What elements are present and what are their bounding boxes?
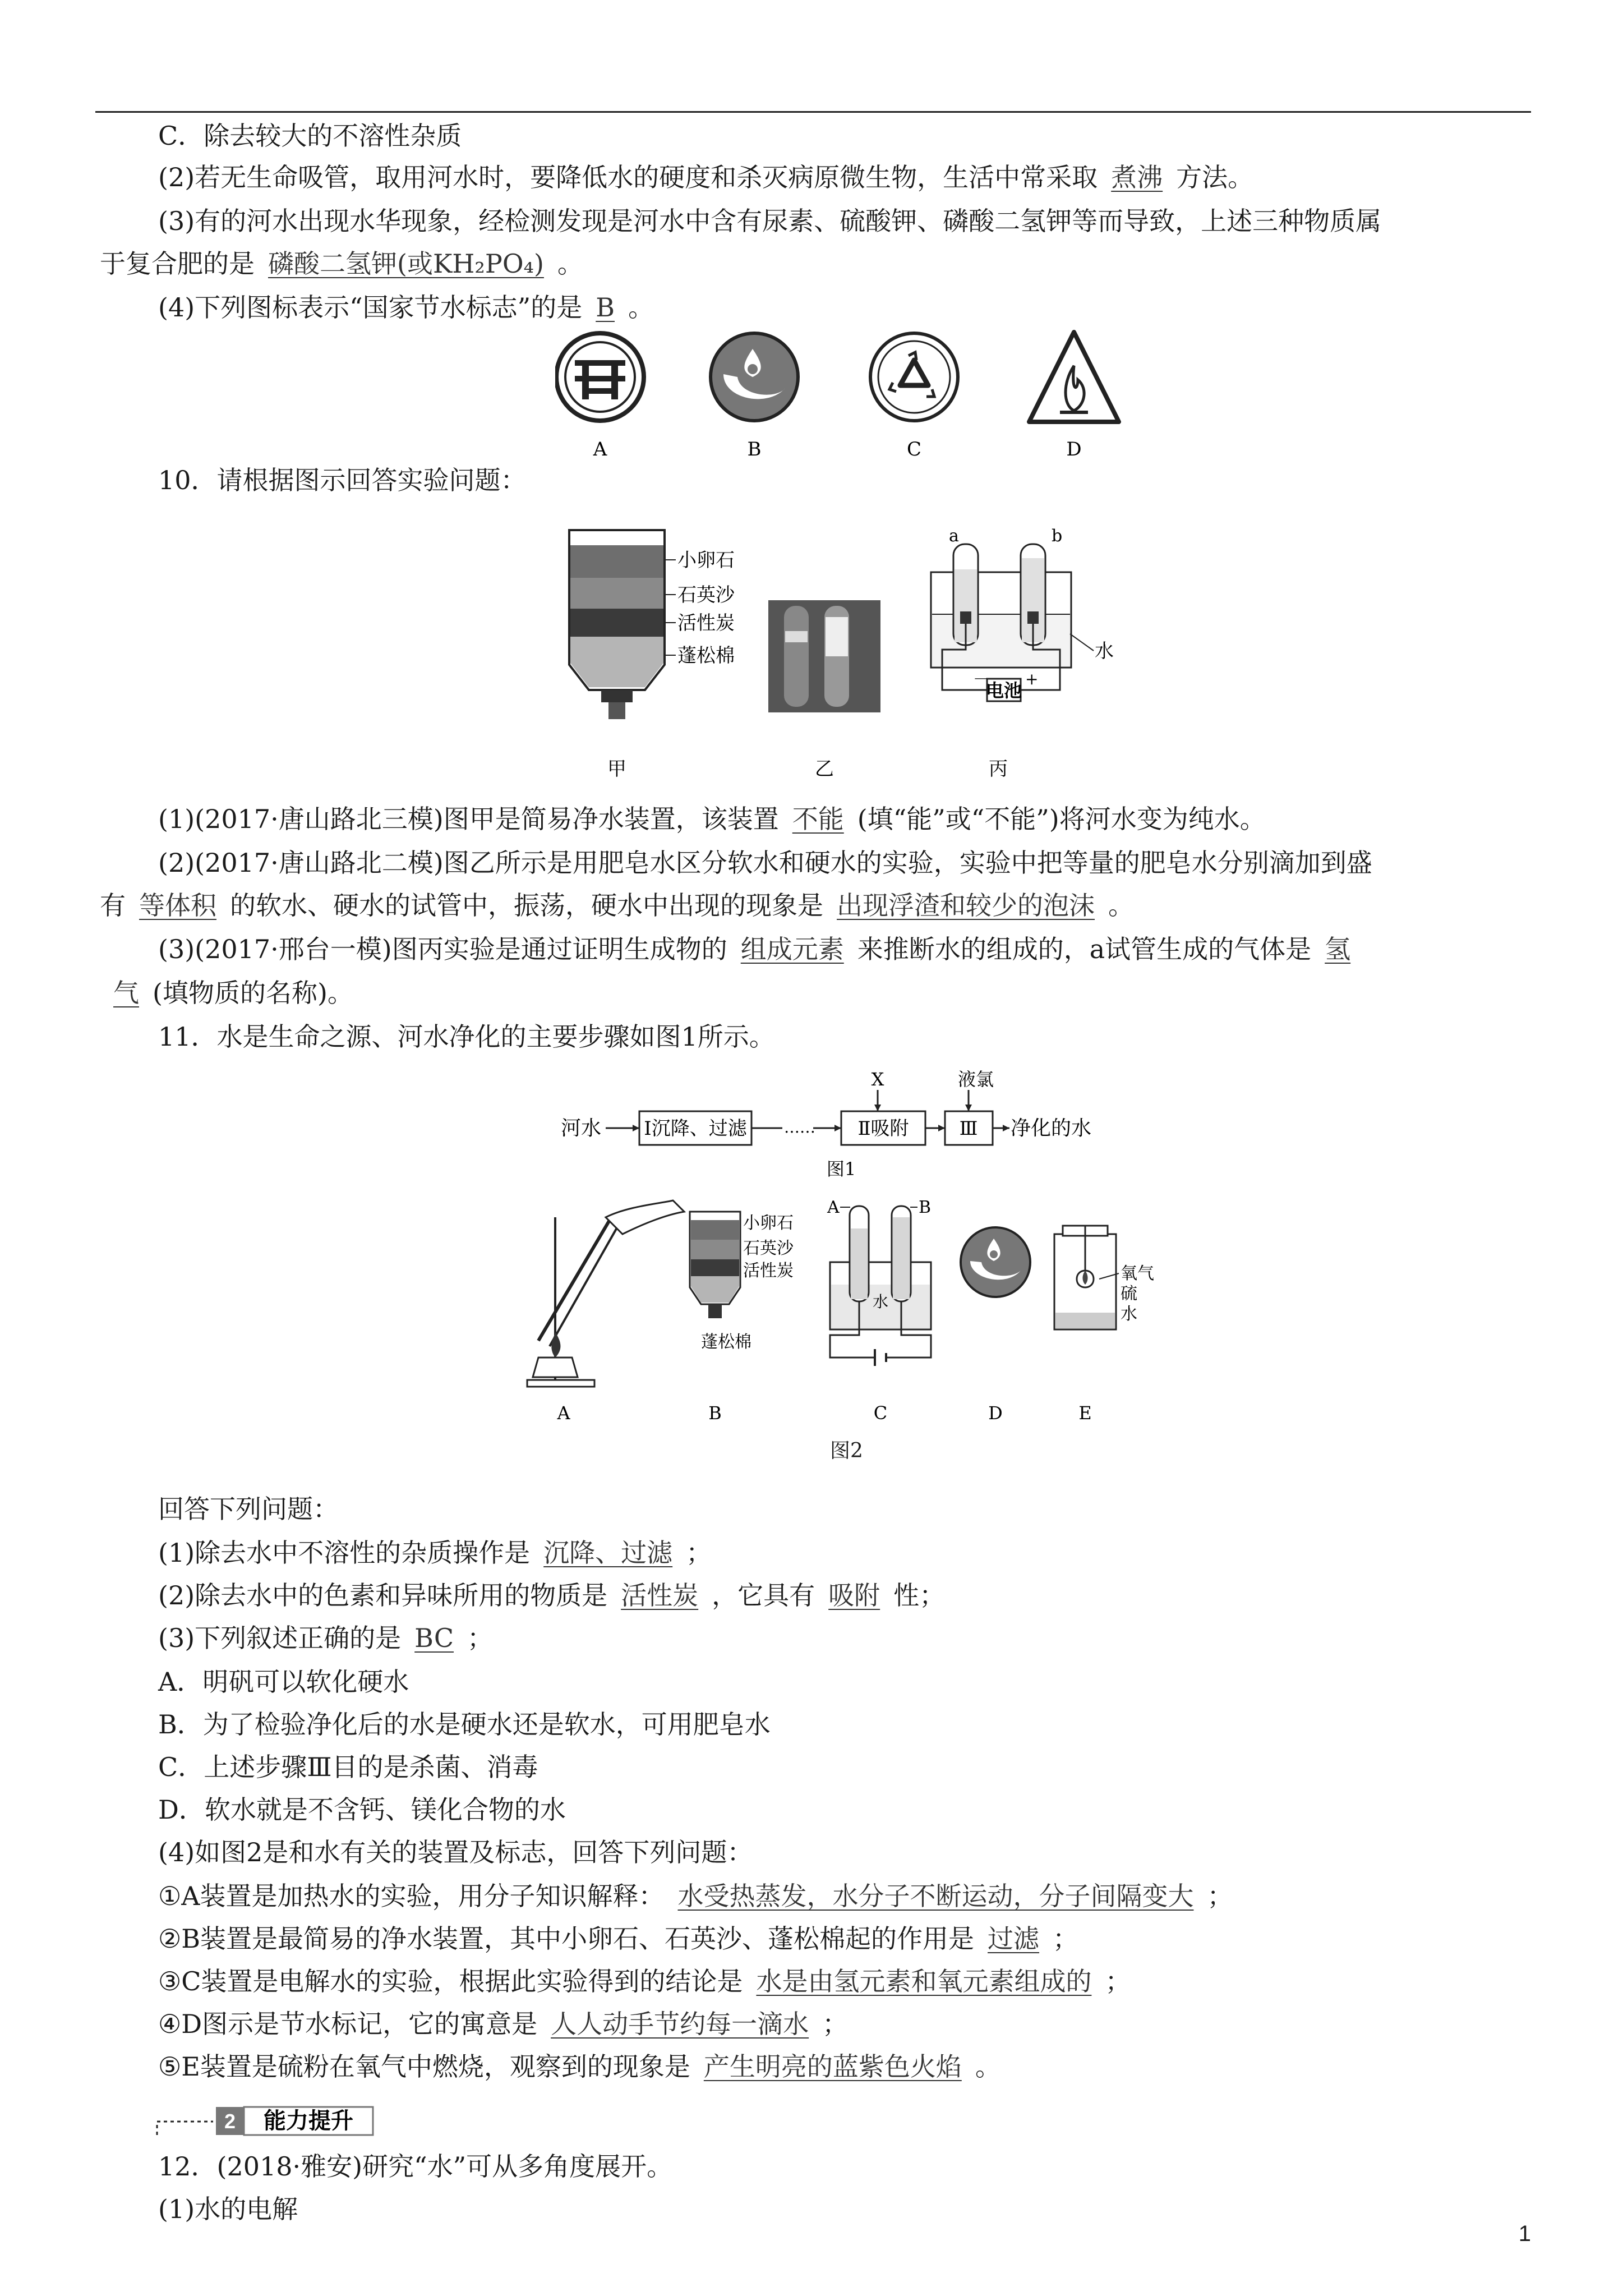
test-tubes-photo	[768, 600, 880, 712]
flow-x: X	[871, 1069, 884, 1090]
answer-blank: 水受热蒸发，水分子不断运动，分子间隔变大	[677, 1881, 1194, 1911]
icon-label-d: D	[1066, 438, 1082, 461]
fig2-label-water: 水	[872, 1292, 889, 1311]
fig2-label-e: E	[1078, 1402, 1092, 1424]
page-number: 1	[1518, 2221, 1531, 2246]
icon-a-building-icon	[556, 333, 644, 421]
answer-blank: 活性炭	[621, 1580, 699, 1611]
q9-part2: (2)若无生命吸管，取用河水时，要降低水的硬度和杀灭病原微生物，生活中常采取 煮沸 方法。	[158, 162, 1254, 192]
label-battery: 电池	[985, 680, 1022, 701]
q12-stem: 12．(2018·雅安)研究“水”可从多角度展开。	[158, 2151, 673, 2182]
label-tube-a: a	[949, 526, 959, 546]
fig2-label-oxygen: 氧气	[1121, 1264, 1154, 1283]
label-pebble: 小卵石	[677, 549, 735, 572]
label-cotton: 蓬松棉	[677, 645, 735, 667]
water-icons-figure	[555, 326, 1133, 461]
answer-blank: 过滤	[988, 1924, 1040, 1954]
fig2-label-tube-a: A	[827, 1198, 840, 1217]
flow-diagram-figure1	[561, 1063, 1133, 1181]
small-electrolysis-apparatus	[830, 1206, 931, 1366]
fig2-caption: 图2	[830, 1439, 863, 1462]
q11-sub1: ①A装置是加热水的实验，用分子知识解释： 水受热蒸发，水分子不断运动，分子间隔变大 ；	[158, 1881, 1233, 1911]
label-tube-b: b	[1052, 526, 1063, 546]
heating-apparatus	[527, 1200, 684, 1387]
fig2-label-c: C	[873, 1402, 888, 1424]
answer-blank: 沉降、过滤	[543, 1538, 673, 1568]
flow-river: 河水	[561, 1117, 602, 1140]
answer-blank: 不能	[792, 804, 844, 834]
answer-blank: 氢	[1325, 934, 1351, 964]
q9-option-c: C．除去较大的不溶性杂质	[158, 121, 462, 151]
q11-part2: (2)除去水中的色素和异味所用的物质是 活性炭 ，它具有 吸附 性；	[158, 1580, 946, 1611]
answer-blank: 水是由氢元素和氧元素组成的	[756, 1966, 1092, 1996]
q10-part1: (1)(2017·唐山路北三模)图甲是简易净水装置，该装置 不能 (填“能”或“不能”)将河水变为纯水。	[158, 804, 1266, 834]
q11-option-d: D．软水就是不含钙、镁化合物的水	[158, 1795, 566, 1825]
icon-label-c: C	[906, 438, 922, 461]
flow-dots: ……	[784, 1118, 815, 1137]
q10-figure	[561, 516, 1150, 791]
icon-d-flammable-icon	[1029, 332, 1119, 422]
label-jia: 甲	[607, 758, 626, 780]
icon-b-water-drop-icon	[711, 333, 798, 421]
fig1-caption: 图1	[826, 1158, 856, 1180]
q11-sub2: ②B装置是最简易的净水装置，其中小卵石、石英沙、蓬松棉起的作用是 过滤 ；	[158, 1924, 1079, 1954]
answer-blank: 产生明亮的蓝紫色火焰	[703, 2051, 962, 2082]
q11-sub5: ⑤E装置是硫粉在氧气中燃烧，观察到的现象是 产生明亮的蓝紫色火焰 。	[158, 2051, 1001, 2082]
figure2-apparatus	[516, 1195, 1189, 1430]
flow-step2: Ⅱ吸附	[857, 1117, 909, 1140]
q10-part3-line1: (3)(2017·邢台一模)图丙实验是通过证明生成物的 组成元素 来推断水的组成的，a试管生成的气体是 氢	[158, 932, 1364, 966]
q9-part3-line1: (3)有的河水出现水华现象，经检测发现是河水中含有尿素、硫酸钾、磷酸二氢钾等而导致，上述三种物质属	[158, 206, 1382, 236]
flow-output: 净化的水	[1011, 1117, 1092, 1140]
q11-part1: (1)除去水中不溶性的杂质操作是 沉降、过滤 ；	[158, 1538, 712, 1568]
filter-apparatus	[569, 530, 665, 719]
gas-jar-apparatus	[1054, 1226, 1116, 1329]
fig2-label-pebble: 小卵石	[743, 1213, 794, 1233]
label-bing: 丙	[989, 758, 1008, 780]
electrolysis-apparatus	[931, 544, 1071, 701]
label-plus: +	[1025, 670, 1039, 688]
label-carbon: 活性炭	[677, 612, 735, 634]
answer-blank: BC	[414, 1623, 454, 1653]
answer-blank: 出现浮渣和较少的泡沫	[837, 890, 1095, 921]
fig2-label-sulfur: 硫	[1121, 1284, 1137, 1304]
answer-blank: 磷酸二氢钾(或KH₂PO₄)	[268, 249, 544, 279]
q9-part4: (4)下列图标表示“国家节水标志”的是 B 。	[158, 292, 654, 323]
fig2-label-tube-b: B	[919, 1198, 932, 1217]
fig2-label-d: D	[988, 1402, 1003, 1424]
q11-sub4: ④D图示是节水标记，它的寓意是 人人动手节约每一滴水 ；	[158, 2009, 849, 2039]
flow-step1: Ⅰ沉降、过滤	[644, 1117, 747, 1140]
label-water: 水	[1095, 640, 1114, 662]
label-yi: 乙	[815, 758, 834, 780]
answer-blank: 人人动手节约每一滴水	[551, 2009, 809, 2039]
section-title: 能力提升	[264, 2108, 353, 2134]
q11-part4: (4)如图2是和水有关的装置及标志，回答下列问题：	[158, 1837, 753, 1867]
answer-blank: 吸附	[828, 1580, 880, 1611]
flow-step3: Ⅲ	[959, 1117, 978, 1140]
icon-label-b: B	[747, 438, 762, 461]
q12-part1: (1)水的电解	[158, 2194, 298, 2224]
section-number: 2	[224, 2110, 236, 2133]
q9-part3-line2: 于复合肥的是 磷酸二氢钾(或KH₂PO₄) 。	[100, 249, 583, 279]
q11-option-a: A．明矾可以软化硬水	[158, 1667, 409, 1697]
fig2-label-cotton: 蓬松棉	[701, 1332, 751, 1352]
q11-option-b: B．为了检验净化后的水是硬水还是软水，可用肥皂水	[158, 1709, 771, 1740]
q11-option-c: C．上述步骤Ⅲ目的是杀菌、消毒	[158, 1752, 538, 1782]
q10-part2-line1: (2)(2017·唐山路北二模)图乙所示是用肥皂水区分软水和硬水的实验，实验中把等量的肥皂水分别滴加到盛	[158, 848, 1372, 878]
header-rule	[95, 111, 1531, 113]
q11-intro: 回答下列问题：	[158, 1494, 339, 1524]
answer-blank: 气	[113, 978, 139, 1008]
answer-blank: 组成元素	[740, 934, 844, 964]
flow-chlorine: 液氯	[957, 1069, 994, 1090]
q11-part3: (3)下列叙述正确的是 BC ；	[158, 1623, 494, 1653]
answer-blank: 等体积	[139, 890, 216, 921]
q10-stem: 10．请根据图示回答实验问题：	[158, 465, 527, 495]
answer-blank: 煮沸	[1111, 162, 1163, 192]
fig2-label-a: A	[557, 1402, 570, 1424]
section-header-ability	[154, 2100, 401, 2139]
fig2-label-carbon: 活性炭	[743, 1261, 794, 1281]
fig2-label-water2: 水	[1121, 1304, 1137, 1324]
answer-blank: B	[596, 292, 615, 323]
fig2-label-b: B	[708, 1402, 722, 1424]
small-filter-apparatus	[690, 1212, 740, 1318]
icon-c-recycle-icon	[870, 333, 958, 421]
q11-stem: 11．水是生命之源、河水净化的主要步骤如图1所示。	[158, 1022, 775, 1052]
label-minus: －	[973, 670, 989, 688]
q11-sub3: ③C装置是电解水的实验，根据此实验得到的结论是 水是由氢元素和氧元素组成的 ；	[158, 1966, 1131, 1996]
icon-label-a: A	[593, 438, 607, 461]
label-sand: 石英沙	[677, 584, 735, 606]
fig2-label-sand: 石英沙	[743, 1239, 794, 1258]
water-saving-icon	[961, 1227, 1030, 1297]
q10-part2-line2: 有 等体积 的软水、硬水的试管中，振荡，硬水中出现的现象是 出现浮渣和较少的泡沫 。	[100, 890, 1134, 921]
q10-part3-line2: 气 (填物质的名称)。	[100, 976, 353, 1010]
